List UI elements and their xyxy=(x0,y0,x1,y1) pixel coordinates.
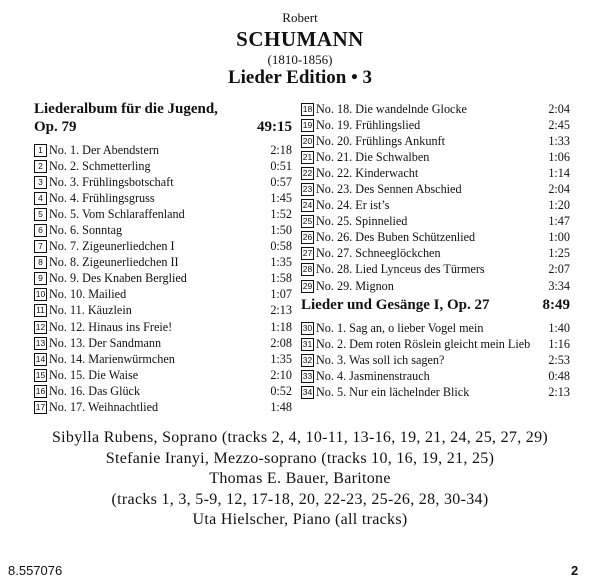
track-number-box: 10 xyxy=(35,289,46,300)
track-number-box: 34 xyxy=(302,387,313,398)
track-duration: 0:51 xyxy=(270,158,292,173)
track-row xyxy=(34,400,292,416)
track-list xyxy=(301,101,570,294)
track-row xyxy=(301,368,570,384)
track-row xyxy=(301,278,570,294)
track-list xyxy=(34,142,292,416)
track-title: No. 12. Hinaus ins Freie! xyxy=(49,319,173,334)
track-duration: 2:13 xyxy=(548,385,570,400)
track-duration: 1:33 xyxy=(548,133,570,148)
track-duration: 1:35 xyxy=(270,351,292,366)
section-title-line1: Liederalbum für die Jugend, xyxy=(34,101,218,117)
track-duration: 2:53 xyxy=(548,352,570,367)
track-number-box: 23 xyxy=(302,184,313,195)
track-title: No. 4. Jasminenstrauch xyxy=(316,368,430,383)
track-duration: 2:07 xyxy=(548,262,570,277)
track-row xyxy=(301,352,570,368)
track-row xyxy=(301,214,570,230)
credit-line: Uta Hielscher, Piano (all tracks) xyxy=(192,511,408,528)
section-total-duration: 49:15 xyxy=(257,119,292,135)
track-row xyxy=(301,385,570,401)
track-number-box: 29 xyxy=(302,280,313,291)
track-row xyxy=(301,336,570,352)
performer-credits xyxy=(0,428,600,531)
track-row xyxy=(34,303,292,319)
track-title: No. 29. Mignon xyxy=(316,278,394,293)
track-title: No. 2. Schmetterling xyxy=(49,158,151,173)
track-row xyxy=(34,335,292,351)
track-number-box: 20 xyxy=(302,135,313,146)
credit-line: (tracks 1, 3, 5-9, 12, 17-18, 20, 22-23, 25-26, 28, 30-34) xyxy=(111,490,489,508)
track-title: No. 1. Der Abendstern xyxy=(49,142,160,157)
track-number-box: 4 xyxy=(34,192,47,205)
track-duration: 1:14 xyxy=(548,165,570,180)
track-number-box: 30 xyxy=(302,322,313,333)
track-title: No. 6. Sonntag xyxy=(49,223,123,238)
track-title: No. 9. Des Knaben Berglied xyxy=(49,271,187,286)
composer-first-name: Robert xyxy=(282,10,318,25)
track-duration: 3:34 xyxy=(548,278,570,293)
track-title: No. 8. Zigeunerliedchen II xyxy=(49,255,179,270)
track-row xyxy=(301,246,570,262)
track-number-box: 28 xyxy=(302,264,313,275)
track-duration: 1:50 xyxy=(270,223,292,238)
track-number-box: 9 xyxy=(34,272,47,285)
track-title: No. 16. Das Glück xyxy=(49,383,141,398)
track-number-box: 27 xyxy=(302,248,313,259)
track-row xyxy=(34,239,292,255)
track-number-box: 24 xyxy=(302,200,313,211)
track-row xyxy=(301,181,570,197)
track-number-box: 1 xyxy=(34,144,47,157)
track-row xyxy=(34,255,292,271)
track-title: No. 28. Lied Lynceus des Türmers xyxy=(316,262,485,277)
track-duration: 1:20 xyxy=(548,198,570,213)
track-duration: 1:16 xyxy=(548,336,570,351)
track-title: No. 17. Weihnachtlied xyxy=(49,400,159,415)
credit-line: Thomas E. Bauer, Baritone xyxy=(209,470,391,487)
track-duration: 0:52 xyxy=(270,383,292,398)
track-duration: 1:48 xyxy=(270,400,292,415)
track-duration: 1:06 xyxy=(548,149,570,164)
edition-title: Lieder Edition • 3 xyxy=(227,67,373,88)
section-heading-op27 xyxy=(301,296,570,320)
track-number-box: 11 xyxy=(34,304,47,317)
track-duration: 2:45 xyxy=(548,117,570,132)
track-duration: 0:48 xyxy=(548,368,570,383)
track-number-box: 22 xyxy=(302,167,313,178)
track-row xyxy=(301,262,570,278)
track-title: No. 7. Zigeunerliedchen I xyxy=(49,239,175,254)
track-duration: 1:18 xyxy=(270,319,292,334)
track-title: No. 18. Die wandelnde Glocke xyxy=(316,101,467,116)
track-title: No. 10. Mailied xyxy=(49,287,127,302)
track-title: No. 22. Kinderwacht xyxy=(316,165,419,180)
track-row xyxy=(34,206,292,222)
track-duration: 1:45 xyxy=(270,190,292,205)
track-duration: 2:08 xyxy=(270,335,292,350)
track-duration: 1:47 xyxy=(548,214,570,229)
track-number-box: 18 xyxy=(302,103,313,114)
track-title: No. 21. Die Schwalben xyxy=(316,149,430,164)
track-title: No. 27. Schneeglöckchen xyxy=(316,246,441,261)
track-duration: 2:10 xyxy=(270,367,292,382)
track-row xyxy=(301,320,570,336)
track-number-box: 8 xyxy=(34,256,47,269)
track-duration: 0:58 xyxy=(270,239,292,254)
page-number: 2 xyxy=(571,563,579,578)
track-duration: 2:04 xyxy=(548,101,570,116)
credit-line: Sibylla Rubens, Soprano (tracks 2, 4, 10-11, 13-16, 19, 21, 24, 25, 27, 29) xyxy=(51,429,549,446)
track-title: No. 23. Des Sennen Abschied xyxy=(316,182,462,197)
track-duration: 1:52 xyxy=(270,206,292,221)
track-title: No. 1. Sag an, o lieber Vogel mein xyxy=(316,320,484,335)
track-title: No. 3. Was soll ich sagen? xyxy=(316,352,445,367)
track-row xyxy=(301,117,570,133)
track-row xyxy=(34,142,292,158)
track-number-box: 21 xyxy=(302,151,313,162)
track-title: No. 26. Des Buben Schützenlied xyxy=(316,230,476,245)
composer-last-name: SCHUMANN xyxy=(236,27,364,51)
track-duration: 1:58 xyxy=(270,271,292,286)
track-number-box: 19 xyxy=(302,119,313,130)
track-title: No. 19. Frühlingslied xyxy=(316,117,421,132)
track-title: No. 20. Frühlings Ankunft xyxy=(316,133,445,148)
track-row xyxy=(34,271,292,287)
track-title: No. 2. Dem roten Röslein gleicht mein Lieb xyxy=(316,336,531,351)
track-duration: 0:57 xyxy=(270,174,292,189)
track-row xyxy=(301,101,570,117)
track-title: No. 13. Der Sandmann xyxy=(49,335,162,350)
composer-dates: (1810-1856) xyxy=(267,52,333,67)
track-number-box: 6 xyxy=(34,224,47,237)
track-row xyxy=(301,149,570,165)
track-row xyxy=(301,165,570,181)
track-title: No. 4. Frühlingsgruss xyxy=(49,190,155,205)
section-title: Lieder und Gesänge I, Op. 27 xyxy=(301,297,490,314)
track-title: No. 3. Frühlingsbotschaft xyxy=(49,174,174,189)
track-title: No. 15. Die Waise xyxy=(49,367,139,382)
track-duration: 1:25 xyxy=(548,246,570,261)
track-title: No. 14. Marienwürmchen xyxy=(49,351,175,366)
tracklist-left-column xyxy=(34,100,292,416)
track-number-box: 16 xyxy=(35,385,46,396)
track-row xyxy=(301,230,570,246)
track-title: No. 11. Käuzlein xyxy=(49,303,132,318)
track-number-box: 2 xyxy=(34,160,47,173)
track-row xyxy=(34,319,292,335)
track-number-box: 5 xyxy=(34,208,47,221)
track-row xyxy=(301,198,570,214)
track-row xyxy=(34,367,292,383)
track-row xyxy=(34,222,292,238)
track-title: No. 24. Er ist’s xyxy=(316,198,390,213)
track-number-box: 32 xyxy=(302,354,313,365)
track-number-box: 3 xyxy=(34,176,47,189)
track-number-box: 14 xyxy=(35,353,46,364)
tracklist-right-column xyxy=(301,101,570,401)
track-duration: 2:13 xyxy=(270,303,292,318)
track-list xyxy=(301,320,570,400)
track-title: No. 5. Vom Schlaraffenland xyxy=(49,206,185,221)
track-number-box: 12 xyxy=(35,321,46,332)
track-row xyxy=(34,190,292,206)
track-duration: 1:00 xyxy=(548,230,570,245)
track-title: No. 5. Nur ein lächelnder Blick xyxy=(316,385,470,400)
track-number-box: 33 xyxy=(302,370,313,381)
track-row xyxy=(34,351,292,367)
track-title: No. 25. Spinnelied xyxy=(316,214,408,229)
track-number-box: 7 xyxy=(34,240,47,253)
track-number-box: 25 xyxy=(302,216,313,227)
track-row xyxy=(34,158,292,174)
track-row xyxy=(301,133,570,149)
track-duration: 2:18 xyxy=(270,142,292,157)
track-number-box: 17 xyxy=(35,402,46,413)
section-total-duration: 8:49 xyxy=(542,297,570,314)
track-row xyxy=(34,383,292,399)
track-duration: 1:40 xyxy=(548,320,570,335)
catalog-number: 8.557076 xyxy=(8,563,63,578)
section-title-line2: Op. 79 xyxy=(34,119,77,135)
track-duration: 1:35 xyxy=(270,255,292,270)
track-number-box: 26 xyxy=(302,232,313,243)
track-number-box: 15 xyxy=(35,369,46,380)
track-duration: 1:07 xyxy=(270,287,292,302)
track-row xyxy=(34,287,292,303)
section-heading-op79 xyxy=(34,100,292,142)
track-duration: 2:04 xyxy=(548,182,570,197)
track-number-box: 13 xyxy=(35,337,46,348)
track-row xyxy=(34,174,292,190)
credit-line: Stefanie Iranyi, Mezzo-soprano (tracks 10, 16, 19, 21, 25) xyxy=(105,449,495,467)
track-number-box: 31 xyxy=(302,338,313,349)
